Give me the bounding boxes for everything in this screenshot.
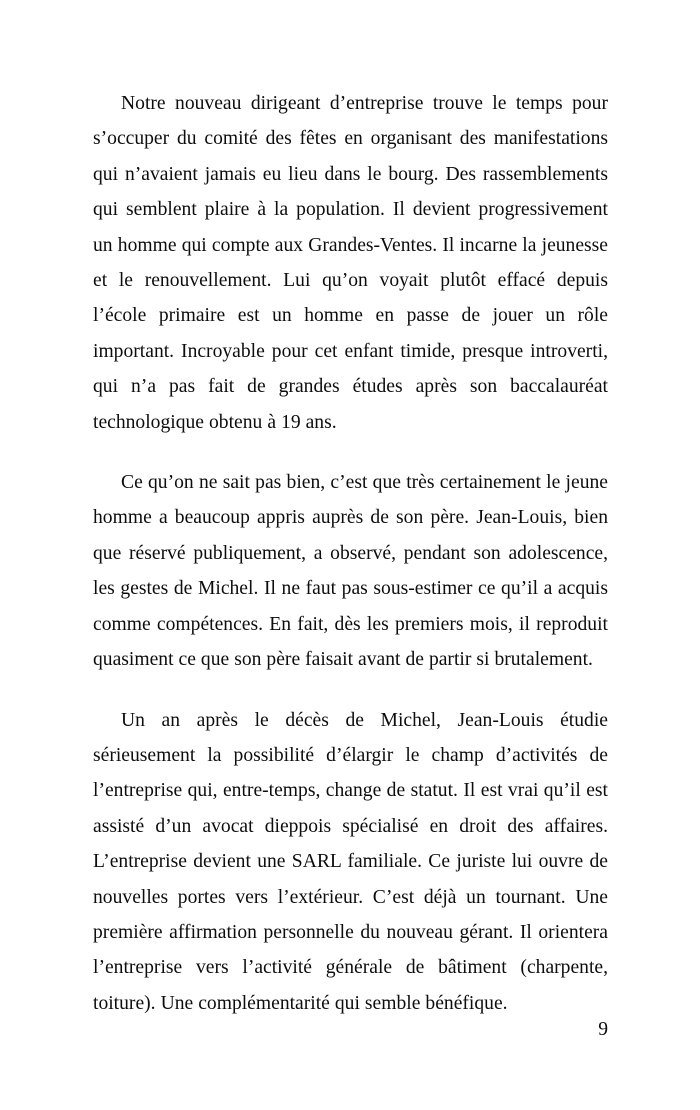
body-text-block [93, 86, 608, 1021]
body-paragraph: Ce qu’on ne sait pas bien, c’est que très certainement le jeune homme a beaucoup appris auprès de son père. Jean-Louis, bien que réservé publiquement, a observé, pendant son adolescence, les gestes de Michel. Il ne faut pas sous-estimer ce qu’il a acquis comme compétences. En fait, dès les premiers mois, il reproduit quasiment ce que son père faisait avant de partir si brutalement. [93, 472, 608, 671]
body-paragraph: Notre nouveau dirigeant d’entreprise trouve le temps pour s’occuper du comité des fêtes en organisant des manifestations qui n’avaient jamais eu lieu dans le bourg. Des rassemblements qui semblent plaire à la population. Il devient progressivement un homme qui compte aux Grandes-Ventes. Il incarne la jeunesse et le renouvellement. Lui qu’on voyait plutôt effacé depuis l’école primaire est un homme en passe de jouer un rôle important. Incroyable pour cet enfant timide, presque introverti, qui n’a pas fait de grandes études après son baccalauréat technologique obtenu à 19 ans. [93, 93, 608, 433]
page-number: 9 [598, 1019, 608, 1040]
body-paragraph: Un an après le décès de Michel, Jean-Louis étudie sérieusement la possibilité d’élargir le champ d’activités de l’entreprise qui, entre-temps, change de statut. Il est vrai qu’il est assisté d’un avocat dieppois spécialisé en droit des affaires. L’entreprise devient une SARL familiale. Ce juriste lui ouvre de nouvelles portes vers l’extérieur. C’est déjà un tournant. Une première affirmation personnelle du nouveau gérant. Il orientera l’entreprise vers l’activité générale de bâtiment (charpente, toiture). Une complémentarité qui semble bénéfique. [93, 709, 608, 1014]
